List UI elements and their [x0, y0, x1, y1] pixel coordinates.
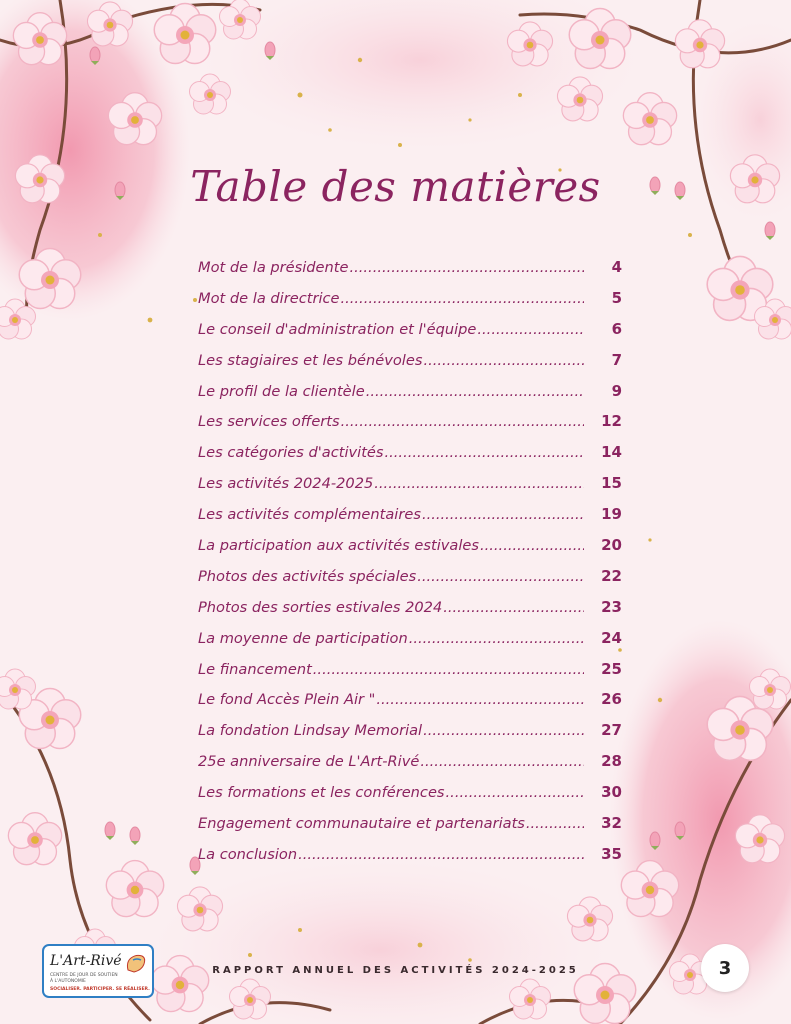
toc-entry[interactable] [198, 629, 622, 660]
toc-entry[interactable] [198, 412, 622, 443]
toc-entry[interactable] [198, 783, 622, 814]
toc-entry[interactable] [198, 474, 622, 505]
toc-entry-label: Mot de la directrice [198, 289, 340, 307]
toc-entry[interactable] [198, 814, 622, 845]
logo-tagline: SOCIALISER. PARTICIPER. SE RÉALISER. [50, 987, 150, 992]
toc-entry[interactable] [198, 536, 622, 567]
toc-entry-page: 30 [601, 783, 622, 802]
toc-entry-label: 25e anniversaire de L'Art-Rivé [198, 753, 420, 771]
table-of-contents [198, 258, 622, 876]
toc-entry-label: Les formations et les conférences [198, 784, 445, 802]
toc-entry-page: 19 [601, 505, 622, 524]
toc-entry-page: 25 [601, 659, 622, 678]
toc-entry[interactable] [198, 505, 622, 536]
toc-entry-label: La participation aux activités estivales [198, 537, 479, 555]
toc-entry[interactable] [198, 721, 622, 752]
toc-entry-page: 23 [601, 597, 622, 616]
toc-entry-page: 20 [601, 536, 622, 555]
toc-entry[interactable] [198, 258, 622, 289]
toc-entry-label: Photos des sorties estivales 2024 [198, 598, 443, 616]
toc-entry-page: 7 [611, 350, 622, 369]
toc-entry-page: 6 [611, 319, 622, 338]
toc-entry[interactable] [198, 690, 622, 721]
toc-dot-leader [374, 475, 584, 492]
toc-dot-leader [313, 661, 584, 678]
toc-dot-leader [341, 290, 585, 307]
toc-entry[interactable] [198, 845, 622, 876]
toc-entry[interactable] [198, 320, 622, 351]
toc-entry-page: 24 [601, 628, 622, 647]
logo-name: L'Art-Rivé [50, 953, 122, 969]
toc-entry[interactable] [198, 382, 622, 413]
toc-dot-leader [409, 630, 584, 647]
toc-entry-label: La moyenne de participation [198, 629, 408, 647]
toc-entry-label: Les catégories d'activités [198, 444, 384, 462]
toc-dot-leader [443, 599, 584, 616]
toc-entry-page: 5 [611, 288, 622, 307]
toc-dot-leader [366, 383, 584, 400]
toc-entry[interactable] [198, 752, 622, 783]
toc-entry[interactable] [198, 351, 622, 382]
toc-entry-label: Le fond Accès Plein Air " [198, 691, 376, 709]
toc-entry-label: Le financement [198, 660, 312, 678]
toc-entry-page: 22 [601, 566, 622, 585]
toc-entry-page: 26 [601, 690, 622, 709]
toc-entry-page: 35 [601, 844, 622, 863]
toc-entry-label: Mot de la présidente [198, 259, 349, 276]
toc-entry-page: 14 [601, 443, 622, 462]
toc-dot-leader [417, 568, 584, 585]
page-title: Table des matières [190, 162, 601, 211]
toc-entry-page: 9 [611, 381, 622, 400]
toc-dot-leader [446, 784, 584, 801]
toc-entry-label: Les services offerts [198, 413, 340, 431]
toc-entry-label: Engagement communautaire et partenariats [198, 815, 525, 833]
toc-entry-page: 27 [601, 721, 622, 740]
toc-dot-leader [376, 691, 584, 708]
toc-entry[interactable] [198, 289, 622, 320]
toc-dot-leader [341, 413, 584, 430]
toc-entry[interactable] [198, 598, 622, 629]
toc-entry-page: 28 [601, 752, 622, 771]
toc-dot-leader [480, 537, 584, 554]
toc-dot-leader [298, 846, 584, 863]
toc-entry-label: Les activités complémentaires [198, 506, 421, 524]
toc-entry-page: 4 [611, 258, 622, 276]
toc-dot-leader [385, 444, 584, 461]
toc-dot-leader [350, 259, 585, 276]
report-title: RAPPORT ANNUEL DES ACTIVITÉS 2024-2025 [212, 965, 579, 976]
toc-entry-page: 12 [601, 412, 622, 431]
toc-entry-label: Les stagiaires et les bénévoles [198, 351, 423, 369]
toc-entry-label: Le profil de la clientèle [198, 382, 365, 400]
toc-dot-leader [477, 321, 584, 338]
toc-entry-label: Le conseil d'administration et l'équipe [198, 320, 477, 338]
toc-entry-label: La fondation Lindsay Memorial [198, 722, 423, 740]
toc-entry-label: Photos des activités spéciales [198, 567, 417, 585]
toc-dot-leader [526, 815, 584, 832]
page-number: 3 [701, 944, 749, 992]
toc-dot-leader [423, 352, 584, 369]
logo-subtitle: CENTRE DE JOUR DE SOUTIEN À L'AUTONOMIE [50, 973, 118, 984]
toc-entry[interactable] [198, 443, 622, 474]
toc-entry-label: Les activités 2024-2025 [198, 475, 374, 493]
toc-entry[interactable] [198, 567, 622, 598]
toc-entry-page: 15 [601, 474, 622, 493]
toc-entry[interactable] [198, 660, 622, 691]
toc-entry-page: 32 [601, 814, 622, 833]
toc-dot-leader [420, 753, 584, 770]
toc-entry-label: La conclusion [198, 845, 298, 863]
toc-dot-leader [423, 722, 584, 739]
toc-dot-leader [422, 506, 584, 523]
